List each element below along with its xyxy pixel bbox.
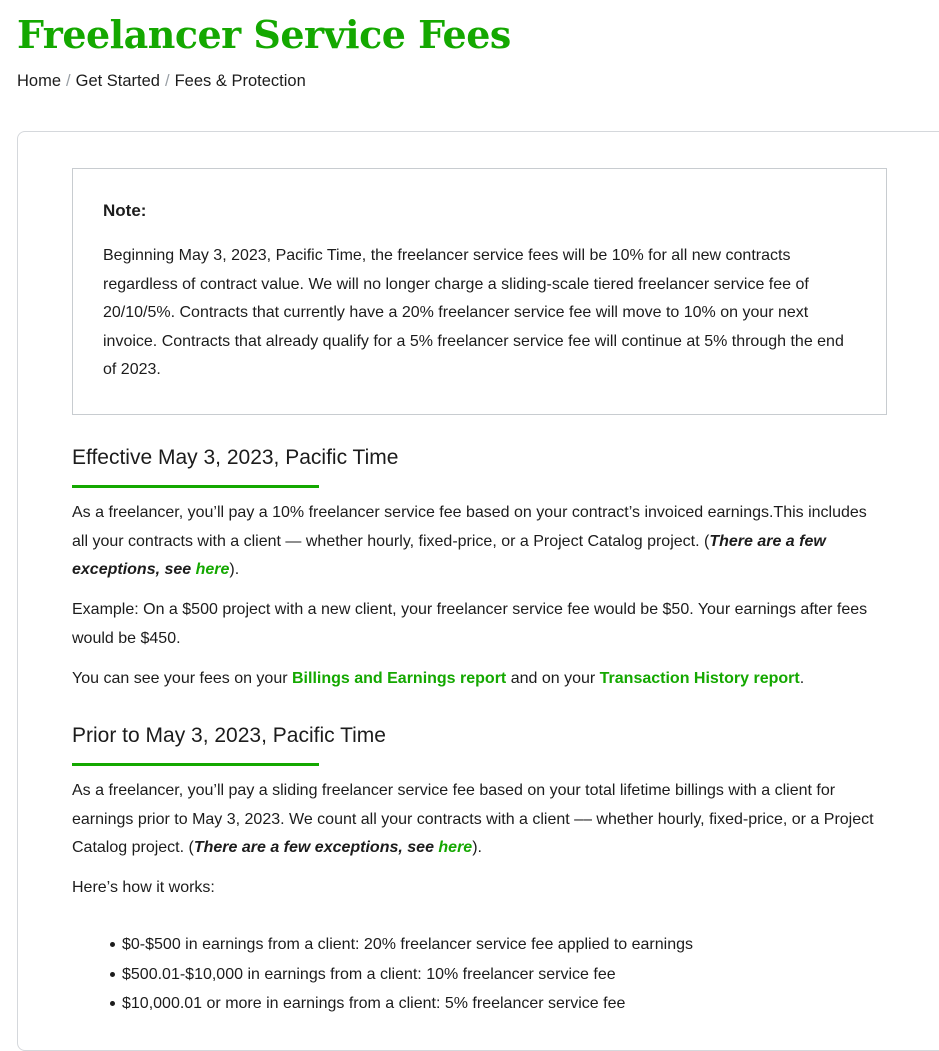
breadcrumb-separator: /	[66, 72, 71, 90]
note-body: Beginning May 3, 2023, Pacific Time, the freelancer service fees will be 10% for all new contracts regardless of contract value. We will no longer charge a sliding-scale tiered freelancer service fee of 20/10/5%. Contracts that currently have a 20% freelancer service fee will move to 10% on your next invoice. Contracts that already qualify for a 5% freelancer service fee will continue at 5% through the end of 2023.	[103, 247, 844, 378]
effective-paragraph-1	[72, 499, 887, 585]
fee-tier-item: $500.01-$10,000 in earnings from a client: 10% freelancer service fee	[72, 960, 693, 990]
fee-tier-item: $0-$500 in earnings from a client: 20% freelancer service fee applied to earnings	[72, 930, 693, 960]
effective-p3-start: You can see your fees on your	[72, 670, 292, 687]
prior-p1-text: As a freelancer, you’ll pay a sliding freelancer service fee based on your total lifetime billings with a client for earnings prior to May 3, 2023. We count all your contracts with a client –– whether hourly, fixed-price, or a Project Catalog project. (	[72, 782, 874, 856]
effective-paragraph-3	[72, 665, 887, 694]
prior-exceptions-link[interactable]: here	[438, 839, 473, 856]
effective-heading: Effective May 3, 2023, Pacific Time	[72, 446, 399, 469]
breadcrumb-fees-protection-link[interactable]: Fees & Protection	[174, 72, 306, 90]
effective-p3-mid: and on your	[506, 670, 600, 687]
transaction-history-report-link[interactable]: Transaction History report	[599, 670, 800, 687]
fee-tier-list	[72, 930, 693, 1019]
prior-heading: Prior to May 3, 2023, Pacific Time	[72, 724, 386, 747]
effective-exceptions-link[interactable]: here	[195, 561, 230, 578]
effective-p1-italic: There are a few exceptions, see	[72, 532, 826, 578]
breadcrumb	[17, 72, 306, 91]
prior-p1-italic: There are a few exceptions, see	[193, 839, 439, 856]
note-box	[72, 168, 887, 415]
fee-tier-item: $10,000.01 or more in earnings from a client: 5% freelancer service fee	[72, 989, 693, 1019]
effective-p3-end: .	[799, 670, 805, 687]
effective-p1-end: ).	[229, 561, 240, 578]
effective-p1-text: As a freelancer, you’ll pay a 10% freelancer service fee based on your contract’s invoiced earnings.This includes all your contracts with a client — whether hourly, fixed-price, or a Project Catalog project. (	[72, 504, 867, 550]
prior-paragraph-1	[72, 777, 887, 863]
breadcrumb-get-started-link[interactable]: Get Started	[75, 72, 160, 90]
prior-paragraph-2: Here’s how it works:	[72, 879, 215, 896]
prior-p1-end: ).	[472, 839, 482, 856]
page-title: Freelancer Service Fees	[17, 12, 511, 57]
breadcrumb-home-link[interactable]: Home	[17, 72, 62, 90]
billings-earnings-report-link[interactable]: Billings and Earnings report	[292, 670, 507, 687]
effective-heading-underline	[72, 485, 319, 488]
effective-paragraph-2: Example: On a $500 project with a new client, your freelancer service fee would be $50. Your earnings after fees would be $450.	[72, 601, 868, 647]
note-title: Note:	[103, 201, 147, 220]
prior-heading-underline	[72, 763, 319, 766]
breadcrumb-separator: /	[165, 72, 170, 90]
